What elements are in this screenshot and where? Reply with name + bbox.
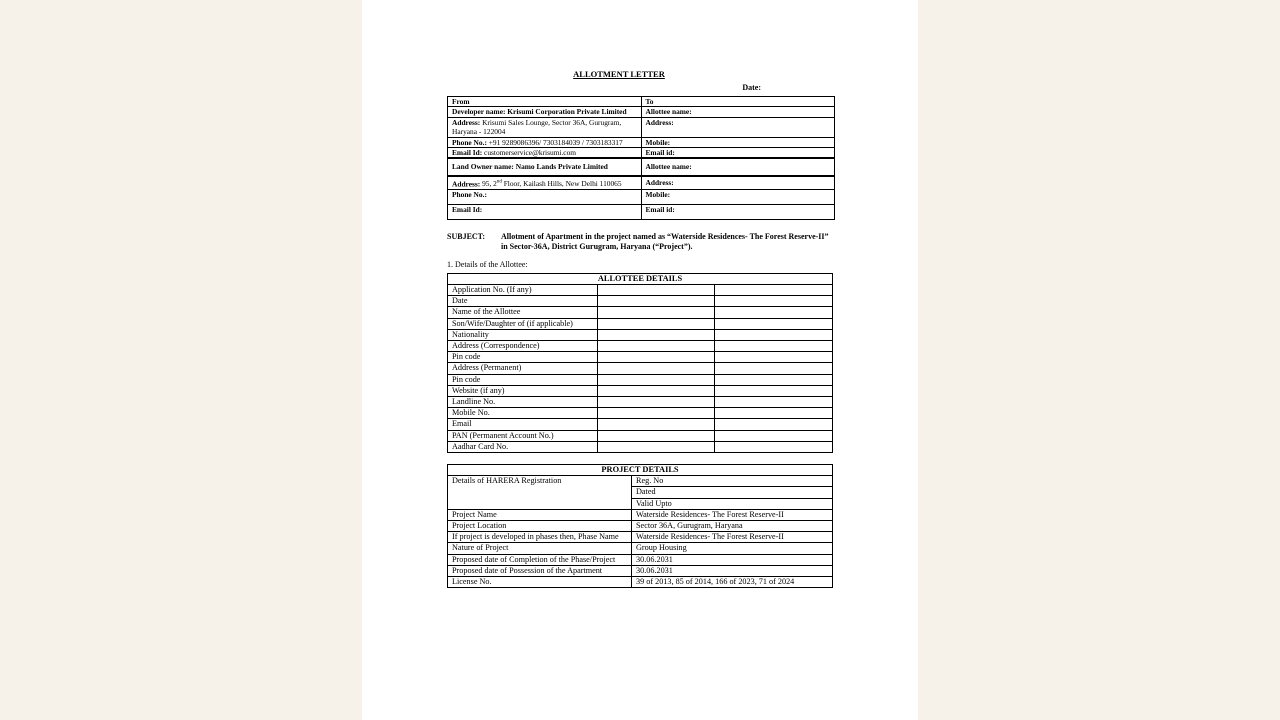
document-page: [362, 0, 918, 720]
allottee-email-label-2: Email id:: [645, 204, 675, 214]
allottee-field-label: Pin code: [448, 374, 598, 385]
allottee-field-label: Date: [448, 296, 598, 307]
project-field-value: 30.06.2031: [632, 554, 833, 565]
harera-label: Details of HARERA Registration: [448, 476, 632, 510]
allottee-address-label-2: Address:: [645, 177, 674, 187]
allottee-field-value-2: [715, 296, 833, 307]
land-email-label: Email Id:: [452, 204, 483, 214]
section-1-heading: 1. Details of the Allottee:: [447, 259, 528, 269]
developer-phone-cell: [448, 137, 642, 147]
project-field-label: Proposed date of Completion of the Phase/Project: [448, 554, 632, 565]
land-address-label: Address:: [452, 179, 481, 189]
valid-upto-cell: Valid Upto: [632, 498, 833, 509]
land-phone-cell: [448, 189, 642, 204]
subject-block: [447, 232, 835, 252]
developer-address-label: Address:: [452, 117, 481, 127]
from-header: From: [448, 97, 642, 107]
table-row: [448, 430, 833, 441]
allottee-field-value-2: [715, 441, 833, 452]
table-row: [448, 532, 833, 543]
table-row: [448, 352, 833, 363]
allottee-field-value-1: [597, 307, 715, 318]
allottee-field-label: Son/Wife/Daughter of (if applicable): [448, 318, 598, 329]
project-details-table: [447, 464, 833, 588]
subject-label: SUBJECT:: [447, 231, 486, 241]
allottee-field-value-2: [715, 340, 833, 351]
project-field-value: Sector 36A, Gurugram, Haryana: [632, 520, 833, 531]
allottee-mobile-label: Mobile:: [645, 137, 671, 147]
developer-address-cell: [448, 117, 642, 137]
table-row: [448, 543, 833, 554]
table-row: [448, 340, 833, 351]
allottee-details-table: [447, 273, 833, 453]
allottee-field-label: Application No. (If any): [448, 284, 598, 295]
allottee-address-label: Address:: [645, 117, 674, 127]
land-owner-label: Land Owner name:: [452, 162, 514, 172]
allottee-mobile-label-2: Mobile:: [645, 189, 671, 199]
allottee-address-cell: [641, 117, 835, 137]
developer-email-label: Email Id:: [452, 148, 483, 158]
allottee-field-label: Pin code: [448, 352, 598, 363]
allottee-field-label: Name of the Allottee: [448, 307, 598, 318]
table-row: [448, 577, 833, 588]
table-row: [448, 329, 833, 340]
project-field-label: Nature of Project: [448, 543, 632, 554]
allottee-email-cell: [641, 148, 835, 159]
project-field-label: Project Name: [448, 509, 632, 520]
table-row: [448, 520, 833, 531]
table-row: [448, 408, 833, 419]
project-field-value: Group Housing: [632, 543, 833, 554]
table-row: [448, 509, 833, 520]
allottee-name-label: Allottee name:: [645, 107, 692, 117]
table-row: [448, 565, 833, 576]
allottee-field-value-2: [715, 396, 833, 407]
allottee-field-label: Nationality: [448, 329, 598, 340]
project-field-value: 30.06.2031: [632, 565, 833, 576]
allottee-field-value-1: [597, 296, 715, 307]
developer-phone-value: +91 9289086396/ 7303184039 / 7303183317: [488, 137, 623, 147]
table-row: [448, 419, 833, 430]
allottee-field-value-1: [597, 374, 715, 385]
allottee-field-value-1: [597, 363, 715, 374]
allottee-field-label: PAN (Permanent Account No.): [448, 430, 598, 441]
developer-name-value: Krisumi Corporation Private Limited: [507, 107, 627, 117]
allottee-field-value-2: [715, 363, 833, 374]
allottee-email-label: Email id:: [645, 148, 675, 158]
allottee-field-value-1: [597, 340, 715, 351]
allottee-field-value-2: [715, 352, 833, 363]
subject-text: Allotment of Apartment in the project named as “Waterside Residences- The Forest Reserve-II” in Sector-36A, District Gurugram, Haryana (“Project”).: [501, 231, 829, 251]
allottee-field-value-2: [715, 430, 833, 441]
developer-address-value: Krisumi Sales Lounge, Sector 36A, Gurugram, Haryana - 122004: [452, 117, 622, 137]
allottee-name-cell: [641, 107, 835, 117]
allottee-mobile-cell-2: [641, 189, 835, 204]
allottee-field-value-1: [597, 284, 715, 295]
allottee-address-cell-2: [641, 176, 835, 189]
project-details-header: PROJECT DETAILS: [448, 464, 833, 475]
allottee-field-label: Email: [448, 419, 598, 430]
table-row: [448, 554, 833, 565]
to-header: To: [641, 97, 835, 107]
table-row: [448, 363, 833, 374]
allottee-field-value-2: [715, 284, 833, 295]
land-phone-label: Phone No.:: [452, 189, 487, 199]
developer-email-value: customerservice@krisumi.com: [484, 148, 577, 158]
allottee-field-value-1: [597, 352, 715, 363]
allottee-name-label-2: Allottee name:: [645, 162, 692, 172]
project-field-value: 39 of 2013, 85 of 2014, 166 of 2023, 71 of 2024: [632, 577, 833, 588]
allottee-field-value-1: [597, 430, 715, 441]
table-row: [448, 441, 833, 452]
allottee-name-cell-2: [641, 158, 835, 175]
table-row: [448, 296, 833, 307]
dated-cell: Dated: [632, 487, 833, 498]
project-field-label: Project Location: [448, 520, 632, 531]
table-row: [448, 374, 833, 385]
allottee-field-value-2: [715, 374, 833, 385]
allottee-field-value-1: [597, 329, 715, 340]
date-label: Date:: [742, 83, 761, 92]
allottee-field-label: Website (if any): [448, 385, 598, 396]
document-content: [447, 69, 835, 588]
allottee-field-value-2: [715, 385, 833, 396]
allottee-field-value-1: [597, 408, 715, 419]
allottee-field-value-2: [715, 307, 833, 318]
land-owner-cell: [448, 158, 642, 175]
table-row: [448, 284, 833, 295]
allottee-field-label: Landline No.: [448, 396, 598, 407]
allottee-field-label: Address (Permanent): [448, 363, 598, 374]
project-field-value: Waterside Residences- The Forest Reserve-II: [632, 532, 833, 543]
land-address-value: 95, 2nd Floor, Kailash Hills, New Delhi 110065: [482, 179, 622, 189]
project-field-label: If project is developed in phases then, Phase Name: [448, 532, 632, 543]
allottee-field-value-1: [597, 385, 715, 396]
allottee-details-header: ALLOTTEE DETAILS: [448, 273, 833, 284]
table-row: [448, 307, 833, 318]
allottee-field-label: Mobile No.: [448, 408, 598, 419]
allottee-field-value-1: [597, 419, 715, 430]
table-row: [448, 318, 833, 329]
land-owner-value: Namo Lands Private Limited: [515, 162, 608, 172]
reg-no-cell: Reg. No: [632, 476, 833, 487]
allottee-field-value-2: [715, 419, 833, 430]
party-table: [447, 96, 835, 220]
allottee-field-label: Aadhar Card No.: [448, 441, 598, 452]
document-title: ALLOTMENT LETTER: [573, 69, 665, 79]
developer-name-label: Developer name:: [452, 107, 506, 117]
project-field-label: Proposed date of Possession of the Apartment: [448, 565, 632, 576]
developer-name-cell: [448, 107, 642, 117]
allottee-field-value-1: [597, 396, 715, 407]
allottee-email-cell-2: [641, 204, 835, 219]
table-row: [448, 396, 833, 407]
allottee-mobile-cell: [641, 137, 835, 147]
developer-email-cell: [448, 148, 642, 159]
land-email-cell: [448, 204, 642, 219]
project-field-label: License No.: [448, 577, 632, 588]
developer-phone-label: Phone No.:: [452, 137, 487, 147]
allottee-field-value-2: [715, 318, 833, 329]
allottee-field-label: Address (Correspondence): [448, 340, 598, 351]
table-row: [448, 385, 833, 396]
allottee-field-value-1: [597, 441, 715, 452]
allottee-field-value-2: [715, 408, 833, 419]
land-address-cell: [448, 176, 642, 189]
allottee-field-value-2: [715, 329, 833, 340]
allottee-field-value-1: [597, 318, 715, 329]
project-field-value: Waterside Residences- The Forest Reserve-II: [632, 509, 833, 520]
